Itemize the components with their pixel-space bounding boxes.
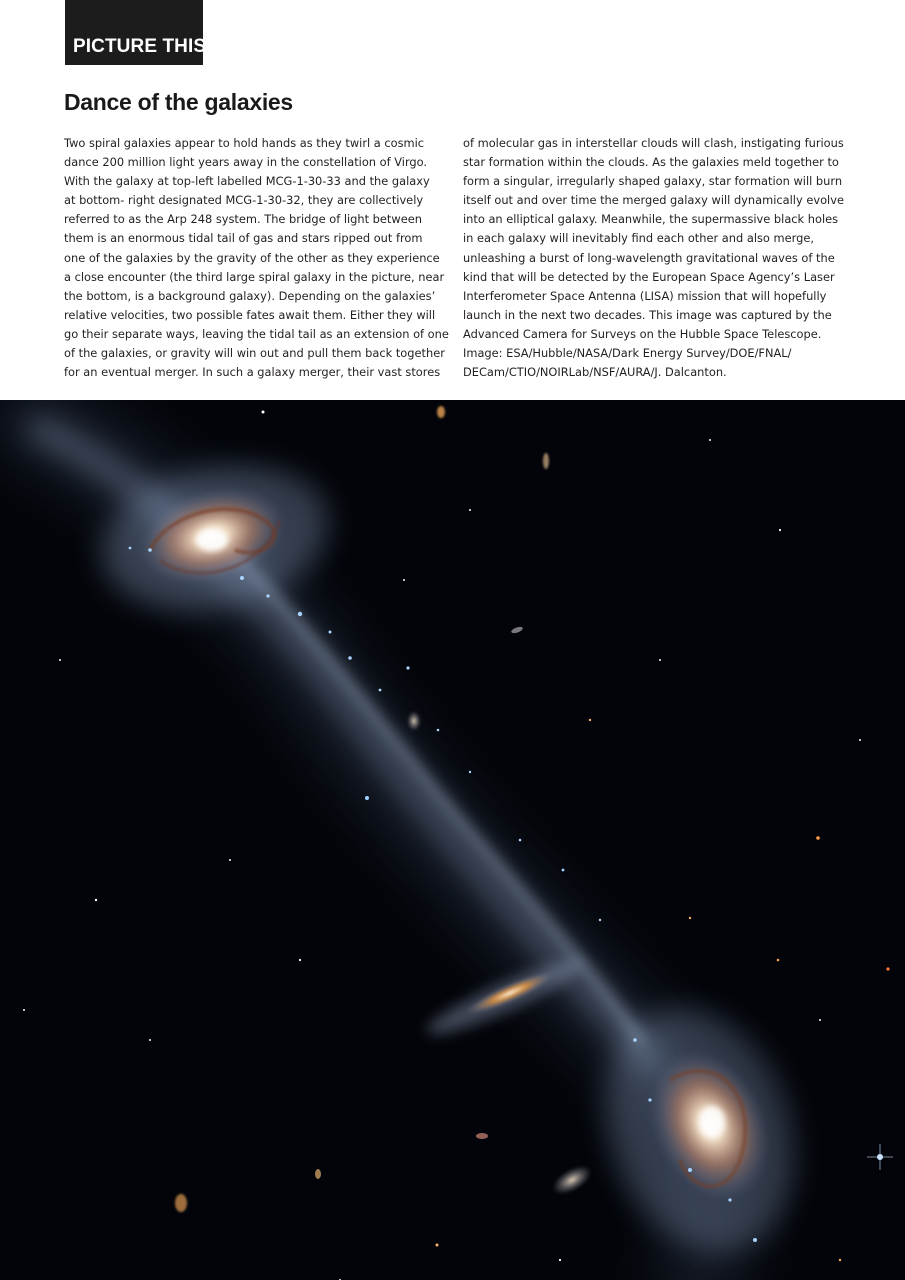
article-text-line: one of the galaxies by the gravity of the other as they experience bbox=[64, 250, 440, 265]
article-text-line: relative velocities, two possible fates await them. Either they will bbox=[64, 307, 436, 322]
article-text-line: go their separate ways, leaving the tidal tail as an extension of one bbox=[64, 326, 449, 341]
article-text-line: DECam/CTIO/NOIRLab/NSF/AURA/J. Dalcanton. bbox=[463, 365, 727, 380]
article-text-line: of molecular gas in interstellar clouds will clash, instigating furious bbox=[463, 136, 844, 150]
article-text-line: referred to as the Arp 248 system. The bridge of light between bbox=[64, 212, 422, 227]
article-text-line: itself out and over time the merged galaxy will dynamically evolve bbox=[463, 193, 844, 208]
section-label: PICTURE THIS bbox=[73, 36, 207, 57]
article-text-line: of the galaxies, or gravity will win out and pull them back together bbox=[64, 346, 445, 361]
article-body-right-column bbox=[463, 134, 843, 382]
article-text-line: a close encounter (the third large spiral galaxy in the picture, near bbox=[64, 269, 445, 284]
section-tag bbox=[65, 0, 207, 65]
article-text-line: for an eventual merger. In such a galaxy merger, their vast stores bbox=[64, 365, 441, 380]
article-text-line: unleashing a burst of long-wavelength gravitational waves of the bbox=[463, 250, 835, 265]
article-body-left-column bbox=[64, 134, 449, 382]
article-text-line: Interferometer Space Antenna (LISA) mission that will hopefully bbox=[463, 288, 827, 303]
article-text-line: With the galaxy at top-left labelled MCG-1-30-33 and the galaxy bbox=[64, 174, 430, 189]
article-text-line: Image: ESA/Hubble/NASA/Dark Energy Survey/DOE/FNAL/ bbox=[463, 346, 792, 361]
article-text-line: kind that will be detected by the European Space Agency’s Laser bbox=[463, 269, 835, 284]
article-text-line: in each galaxy will inevitably find each other and also merge, bbox=[463, 231, 814, 246]
article-title: Dance of the galaxies bbox=[64, 89, 293, 115]
article-text-line: Two spiral galaxies appear to hold hands as they twirl a cosmic bbox=[64, 136, 425, 150]
article-text-line: dance 200 million light years away in the constellation of Virgo. bbox=[64, 155, 428, 170]
article-text-line: the bottom, is a background galaxy). Depending on the galaxies’ bbox=[64, 288, 436, 303]
article-text-line: star formation within the clouds. As the galaxies meld together to bbox=[463, 155, 839, 170]
article-text-line: at bottom- right designated MCG-1-30-32, they are collectively bbox=[64, 193, 424, 208]
article-text-line: them is an enormous tidal tail of gas and stars ripped out from bbox=[64, 231, 423, 246]
article-text-line: into an elliptical galaxy. Meanwhile, the supermassive black holes bbox=[463, 212, 839, 227]
article-text-line: Advanced Camera for Surveys on the Hubble Space Telescope. bbox=[463, 326, 822, 341]
article-text-line: launch in the next two decades. This image was captured by the bbox=[463, 307, 832, 322]
article-text-line: form a singular, irregularly shaped galaxy, star formation will burn bbox=[463, 174, 843, 189]
galaxy-photo bbox=[0, 400, 905, 1280]
